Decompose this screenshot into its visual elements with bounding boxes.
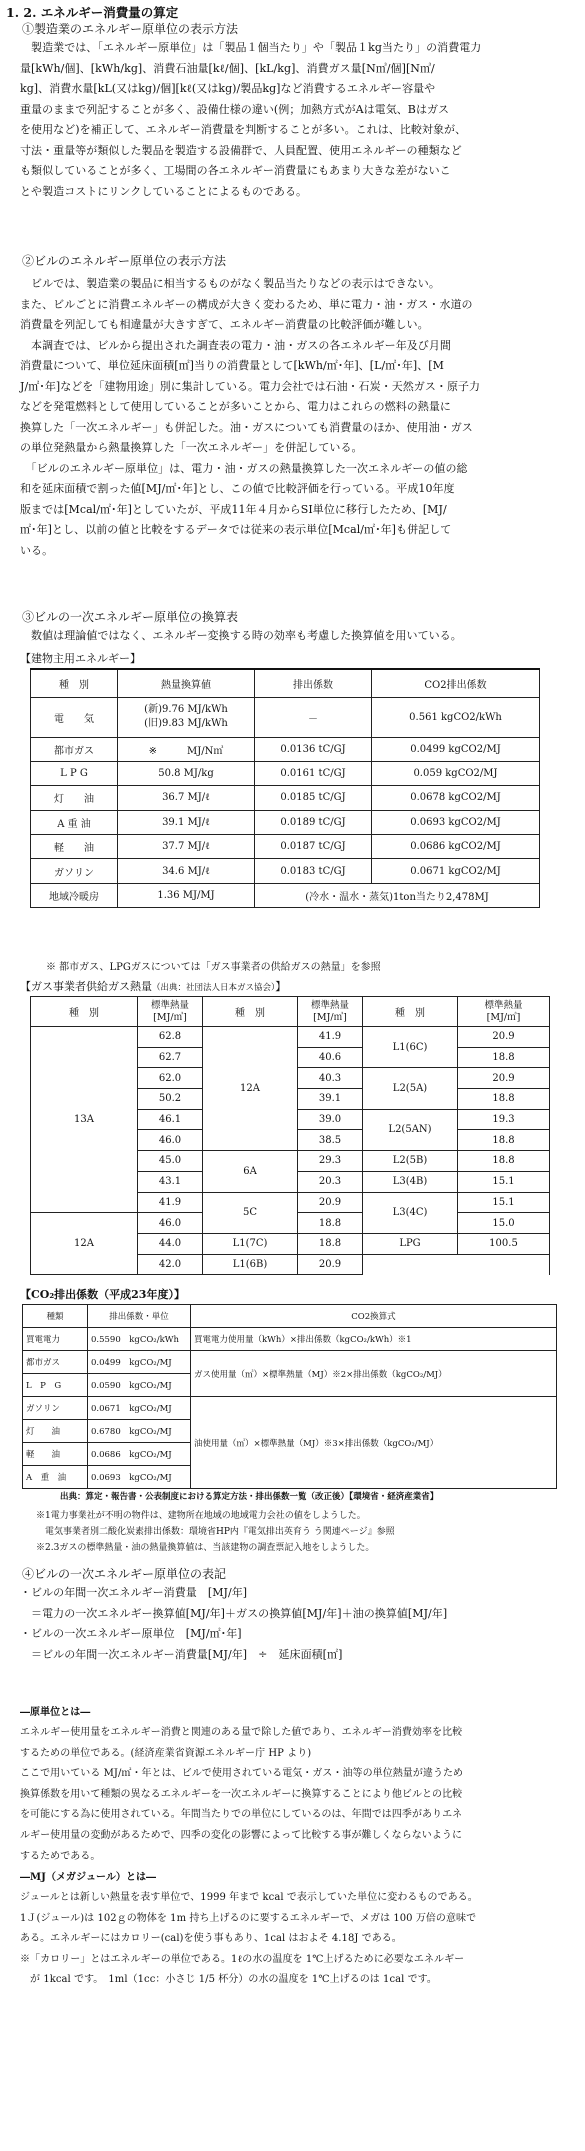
table-row [31,737,540,761]
gas-value: 45.0 [138,1151,203,1172]
sec2-line: J/㎡･年]などを「建物用途」別に集計している。電力会社では石油・石炭・天然ガス・原子力 [20,379,481,393]
table-row [31,835,540,859]
gas-value: 18.8 [298,1233,363,1254]
gas-value: 18.8 [458,1151,550,1172]
co2-coef: 0.6780 kgCO₂/MJ [88,1420,191,1443]
row-co2: 0.0499 kgCO2/MJ [372,737,540,761]
co2-kind: 灯 油 [23,1420,88,1443]
def-line: するための単位である。(経済産業省資源エネルギー庁 HP より) [20,1747,312,1759]
co2-coef: 0.0590 kgCO₂/MJ [88,1374,191,1397]
gas-value: 15.1 [458,1192,550,1213]
co2-coef: 0.5590 kgCO₂/kWh [88,1328,191,1351]
row-factor: 0.0189 tC/GJ [255,810,372,834]
gas-kind: L2(5B) [363,1151,458,1172]
row-kind: L P G [31,761,118,785]
gas-kind-12a: 12A [203,1027,298,1151]
row-heat: (新)9.76 MJ/kWh (旧)9.83 MJ/kWh [118,697,255,737]
co2-kind: ガソリン [23,1397,88,1420]
sec2-line: 換算した「一次エネルギー」も併記した。油・ガスについても消費量のほか、使用油・ガス [20,420,473,434]
row-heat: 1.36 MJ/MJ [118,883,255,907]
gas-value: 46.1 [138,1109,203,1130]
section-heading: 1. 2. エネルギー消費量の算定 [6,5,179,20]
sec1-line: とや製造コストにリンクしていることによるものである。 [20,184,308,198]
gas-header-kind: 種 別 [363,997,458,1027]
gas-kind-13a: 13A [31,1027,138,1213]
table-row [31,859,540,883]
sec2-line: 消費量を列記しても相違量が大きすぎて、エネルギー消費量の比較評価が難しい。 [20,318,429,331]
gas-header-heat: 標準熱量 [MJ/㎥] [298,997,363,1027]
row-kind: 地域冷暖房 [31,883,118,907]
gas-value: 29.3 [298,1151,363,1172]
gas-value: 15.0 [458,1213,550,1234]
gas-heat-table [30,996,550,1275]
table-row [31,697,540,737]
co2-note: 電気事業者別二酸化炭素排出係数：環境省HP内『電気排出英育う う関連ページ』参照 [36,1527,395,1537]
table-row [31,810,540,834]
row-heat: 34.6 MJ/ℓ [118,859,255,883]
gas-value: 40.3 [298,1068,363,1089]
gas-value: 20.9 [458,1068,550,1089]
gas-table-label [20,978,286,994]
energy-conversion-table [30,668,540,908]
co2-header-coef: 排出係数・単位 [88,1305,191,1328]
table-row [31,761,540,785]
sec1-line: 量[kWh/個]、[kWh/kg]、消費石油量[kℓ/個]、[kL/kg]、消費ガス量[N㎥/個][N㎥/ [20,61,435,75]
row-kind: 電 気 [31,697,118,737]
gas-value: 20.3 [298,1171,363,1192]
gas-value: 18.8 [458,1047,550,1068]
sec3-intro: 数値は理論値ではなく、エネルギー変換する時の効率も考慮した換算値を用いている。 [20,629,462,642]
def-line: ここで用いている MJ/㎡・年とは、ビルで使用されている電気・ガス・油等の単位熱量が違うため [20,1768,464,1780]
co2-factor-table [22,1304,557,1489]
co2-coef: 0.0499 kgCO₂/MJ [88,1351,191,1374]
gas-kind: L3(4C) [363,1192,458,1233]
sec1-title: ①製造業のエネルギー原単位の表示方法 [22,22,239,36]
sec4-line: ＝電力の一次エネルギー換算値[MJ/年]＋ガスの換算値[MJ/年]＋油の換算値[MJ/年] [20,1606,448,1620]
def-mj-text [20,1888,478,1991]
gas-empty-cell [363,1254,458,1275]
gas-kind: L2(5A) [363,1068,458,1109]
row-co2: 0.0671 kgCO2/MJ [372,859,540,883]
row-heat: 36.7 MJ/ℓ [118,786,255,810]
gas-value: 20.9 [298,1254,363,1275]
co2-formula-electric: 買電電力使用量（kWh）×排出係数（kgCO₂/kWh）※1 [191,1328,557,1351]
gas-kind: L1(6C) [363,1027,458,1068]
def-line: するためである。 [20,1850,101,1862]
def-title-mj: ―MJ（メガジュール）とは― [20,1872,157,1883]
gas-header-heat: 標準熱量 [MJ/㎥] [458,997,550,1027]
def-unit-text [20,1723,463,1867]
sec2-line: いる。 [20,543,54,557]
header-heat: 熱量換算値 [118,669,255,697]
table-note: ※ 都市ガス、LPGガスについては「ガス事業者の供給ガスの熱量」を参照 [46,962,381,973]
row-factor: 0.0187 tC/GJ [255,835,372,859]
row-co2: 0.0686 kgCO2/MJ [372,835,540,859]
row-heat: 39.1 MJ/ℓ [118,810,255,834]
gas-value: 18.8 [298,1213,363,1234]
row-co2: 0.0693 kgCO2/MJ [372,810,540,834]
sec2-title: ②ビルのエネルギー原単位の表示方法 [22,254,227,268]
gas-value: 19.3 [458,1109,550,1130]
gas-value: 39.0 [298,1109,363,1130]
co2-note: ※1電力事業社が不明の物件は、建物所在地域の地域電力会社の値をしようした。 [36,1511,366,1521]
def-line: 1Ｊ(ジュール)は 102ｇの物体を 1m 持ち上げるのに要するエネルギーで、メガは 100 万倍の意味で [20,1912,477,1924]
gas-header-kind: 種 別 [203,997,298,1027]
row-kind: 軽 油 [31,835,118,859]
row-heat: ※ MJ/N㎥ [118,737,255,761]
gas-value: 18.8 [458,1089,550,1110]
table-row [31,883,540,907]
row-factor: 0.0183 tC/GJ [255,859,372,883]
co2-header-formula: CO2換算式 [191,1305,557,1328]
row-factor: 0.0136 tC/GJ [255,737,372,761]
gas-header-heat: 標準熱量 [MJ/㎥] [138,997,203,1027]
sec4-title: ④ビルの一次エネルギー原単位の表記 [22,1567,227,1581]
co2-coef: 0.0686 kgCO₂/MJ [88,1443,191,1466]
row-factor: 0.0185 tC/GJ [255,786,372,810]
sec1-line: kg]、消費水量[kL(又はkg)/個][kℓ(又はkg)/製品kg]など消費するエネルギー容量や [20,82,436,95]
co2-kind: L P G [23,1374,88,1397]
gas-empty-cell [458,1254,550,1275]
def-line: ある。エネルギーにはカロリー(cal)を使う事もあり、1cal はおよそ 4.18J である。 [20,1933,402,1945]
def-line: エネルギー使用量をエネルギー消費と関連のある量で除した値であり、エネルギー消費効率を比較 [20,1727,463,1738]
gas-value: 62.7 [138,1047,203,1068]
sec2-paragraph [20,274,480,561]
sec4-line: ・ビルの一次エネルギー原単位 [MJ/㎡･年] [20,1627,242,1640]
co2-kind: A 重 油 [23,1466,88,1489]
co2-kind: 軽 油 [23,1443,88,1466]
def-title-unit: ―原単位とは― [20,1707,91,1718]
row-heat: 37.7 MJ/ℓ [118,835,255,859]
def-line: が 1kcal です。 1ml（1cc：小さじ 1/5 杯分）の水の温度を 1℃上げるのは 1cal です。 [20,1974,437,1986]
gas-value: 62.8 [138,1027,203,1048]
gas-value: 40.6 [298,1047,363,1068]
sec2-line: ビルでは、製造業の製品に相当するものがなく製品当たりなどの表示はできない。 [20,277,440,290]
sec1-line: も類似していることが多く、工場間の各エネルギー消費量にもあまり大きな差がないこ [20,164,451,177]
co2-coef: 0.0693 kgCO₂/MJ [88,1466,191,1489]
row-factor: － [255,697,372,737]
gas-value: 44.0 [138,1233,203,1254]
gas-kind: L1(6B) [203,1254,298,1275]
gas-value: 41.9 [298,1027,363,1048]
row-district-note: (冷水・温水・蒸気)1ton当たり2,478MJ [255,883,540,907]
co2-formula-oil: 油使用量（㎥）×標準熱量（MJ）※3×排出係数（kgCO₂/MJ） [191,1397,557,1489]
sec4-line: ＝ビルの年間一次エネルギー消費量[MJ/年] ÷ 延床面積[㎡] [20,1647,343,1661]
def-line: を可能にする為に使用されている。年間当たりでの単位にしているのは、年間では四季がありエネ [20,1809,463,1821]
def-line: ※「カロリー」とはエネルギーの単位である。1ℓの水の温度を 1℃上げるために必要なエネルギー [20,1953,465,1965]
sec4-formulas [20,1583,447,1665]
gas-value: 18.8 [458,1130,550,1151]
sec1-line: 寸法・重量等が類似した製品を製造する設備群で、人員配置、使用エネルギーの種類など [20,143,462,157]
gas-value: 39.1 [298,1089,363,1110]
sec3-title: ③ビルの一次エネルギー原単位の換算表 [22,610,239,624]
row-co2: 0.561 kgCO2/kWh [372,697,540,737]
gas-kind-5c: 5C [203,1192,298,1233]
def-line: ルギー使用量の変動があるためで、四季の変化の影響によって比較する事が難しくならないように [20,1829,462,1841]
sec2-line: 和を延床面積で割った値[MJ/㎡･年]とし、この値で比較評価を行っている。平成10年度 [20,482,455,495]
co2-kind: 都市ガス [23,1351,88,1374]
gas-kind: L1(7C) [203,1233,298,1254]
header-kind: 種 別 [31,669,118,697]
gas-value: 46.0 [138,1213,203,1234]
gas-kind-6a: 6A [203,1151,298,1192]
co2-kind: 買電電力 [23,1328,88,1351]
sec1-line: 重量のままで列記することが多く、設備仕様の違い(例；加熱方式がAは電気、Bはガス [20,102,450,116]
gas-label-end: 】 [275,980,287,993]
row-heat: 50.8 MJ/kg [118,761,255,785]
def-line: ジュールとは新しい熱量を表す単位で、1999 年まで kcal で表示していた単位に変わるものである。 [20,1892,478,1903]
gas-kind: L2(5AN) [363,1109,458,1150]
co2-formula-gas: ガス使用量（㎥）×標準熱量（MJ）※2×排出係数（kgCO₂/MJ） [191,1351,557,1397]
sec2-line: ㎡･年]とし、以前の値と比較をするデータでは従来の表示単位[Mcal/㎡･年]も併記して [20,523,452,536]
header-factor: 排出係数 [255,669,372,697]
sec2-line: の単位発熱量から熱量換算した「一次エネルギー」を併記している。 [20,441,363,454]
header-co2: CO2排出係数 [372,669,540,697]
sec1-paragraph [20,38,481,202]
gas-kind: LPG [363,1233,458,1254]
gas-value: 43.1 [138,1171,203,1192]
co2-note: ※2.3ガスの標準熱量・油の熱量換算値は、当該建物の調査票記入地をしようした。 [36,1543,375,1553]
sec2-line: 本調査では、ビルから提出された調査表の電力・油・ガスの各エネルギー年及び月間 [20,338,451,352]
row-co2: 0.059 kgCO2/MJ [372,761,540,785]
sec2-line: 消費量について、単位延床面積[㎡]当りの消費量として[kWh/㎡･年]、[L/㎡･年]、[M [20,359,444,372]
row-factor: 0.0161 tC/GJ [255,761,372,785]
gas-value: 46.0 [138,1130,203,1151]
sec2-line: また、ビルごとに消費エネルギーの構成が大きく変わるため、単に電力・油・ガス・水道の [20,297,473,311]
sec2-line: などを発電燃料として使用していることが多いことから、電力はこれらの燃料の熱量に [20,400,451,413]
sec4-line: ・ビルの年間一次エネルギー消費量 [MJ/年] [20,1586,248,1599]
sec1-line: を使用など)を補正して、エネルギー消費量を判断することが多い。これは、比較対象が、 [20,123,467,136]
gas-value: 15.1 [458,1171,550,1192]
sec2-line: 「ビルのエネルギー原単位」は、電力・油・ガスの熱量換算した一次エネルギーの値の総 [20,461,468,475]
row-kind: ガソリン [31,859,118,883]
def-line: 換算係数を用いて種類の異なるエネルギーを一次エネルギーに換算することにより他ビルとの比較 [20,1788,463,1800]
table-row [31,786,540,810]
row-kind: A 重 油 [31,810,118,834]
sec1-line: 製造業では、「エネルギー原単位」は「製品１個当たり」や「製品１kg当たり」の消費電力 [20,41,482,54]
row-kind: 都市ガス [31,737,118,761]
gas-value: 100.5 [458,1233,550,1254]
gas-value: 42.0 [138,1254,203,1275]
gas-value: 50.2 [138,1089,203,1110]
gas-kind-12a: 12A [31,1213,138,1275]
building-energy-label: 【建物主用エネルギー】 [20,652,141,665]
row-kind: 灯 油 [31,786,118,810]
co2-table-label: 【CO₂排出係数（平成23年度）】 [20,1288,185,1301]
gas-value: 38.5 [298,1130,363,1151]
gas-label-source: （出典：社団法人日本ガス協会） [152,983,276,993]
gas-header-kind: 種 別 [31,997,138,1027]
gas-label-text: 【ガス事業者供給ガス熱量 [20,980,152,993]
co2-source: 出典：算定・報告書・公表制度における算定方法・排出係数一覧（改正後）【環境省・経済産業省】 [60,1492,439,1502]
gas-value: 20.9 [298,1192,363,1213]
gas-value: 20.9 [458,1027,550,1048]
gas-value: 41.9 [138,1192,203,1213]
co2-coef: 0.0671 kgCO₂/MJ [88,1397,191,1420]
row-co2: 0.0678 kgCO2/MJ [372,786,540,810]
gas-value: 62.0 [138,1068,203,1089]
sec2-line: 版までは[Mcal/㎡･年]としていたが、平成11年４月からSI単位に移行したため、[MJ/ [20,502,447,516]
co2-header-kind: 種類 [23,1305,88,1328]
gas-kind: L3(4B) [363,1171,458,1192]
